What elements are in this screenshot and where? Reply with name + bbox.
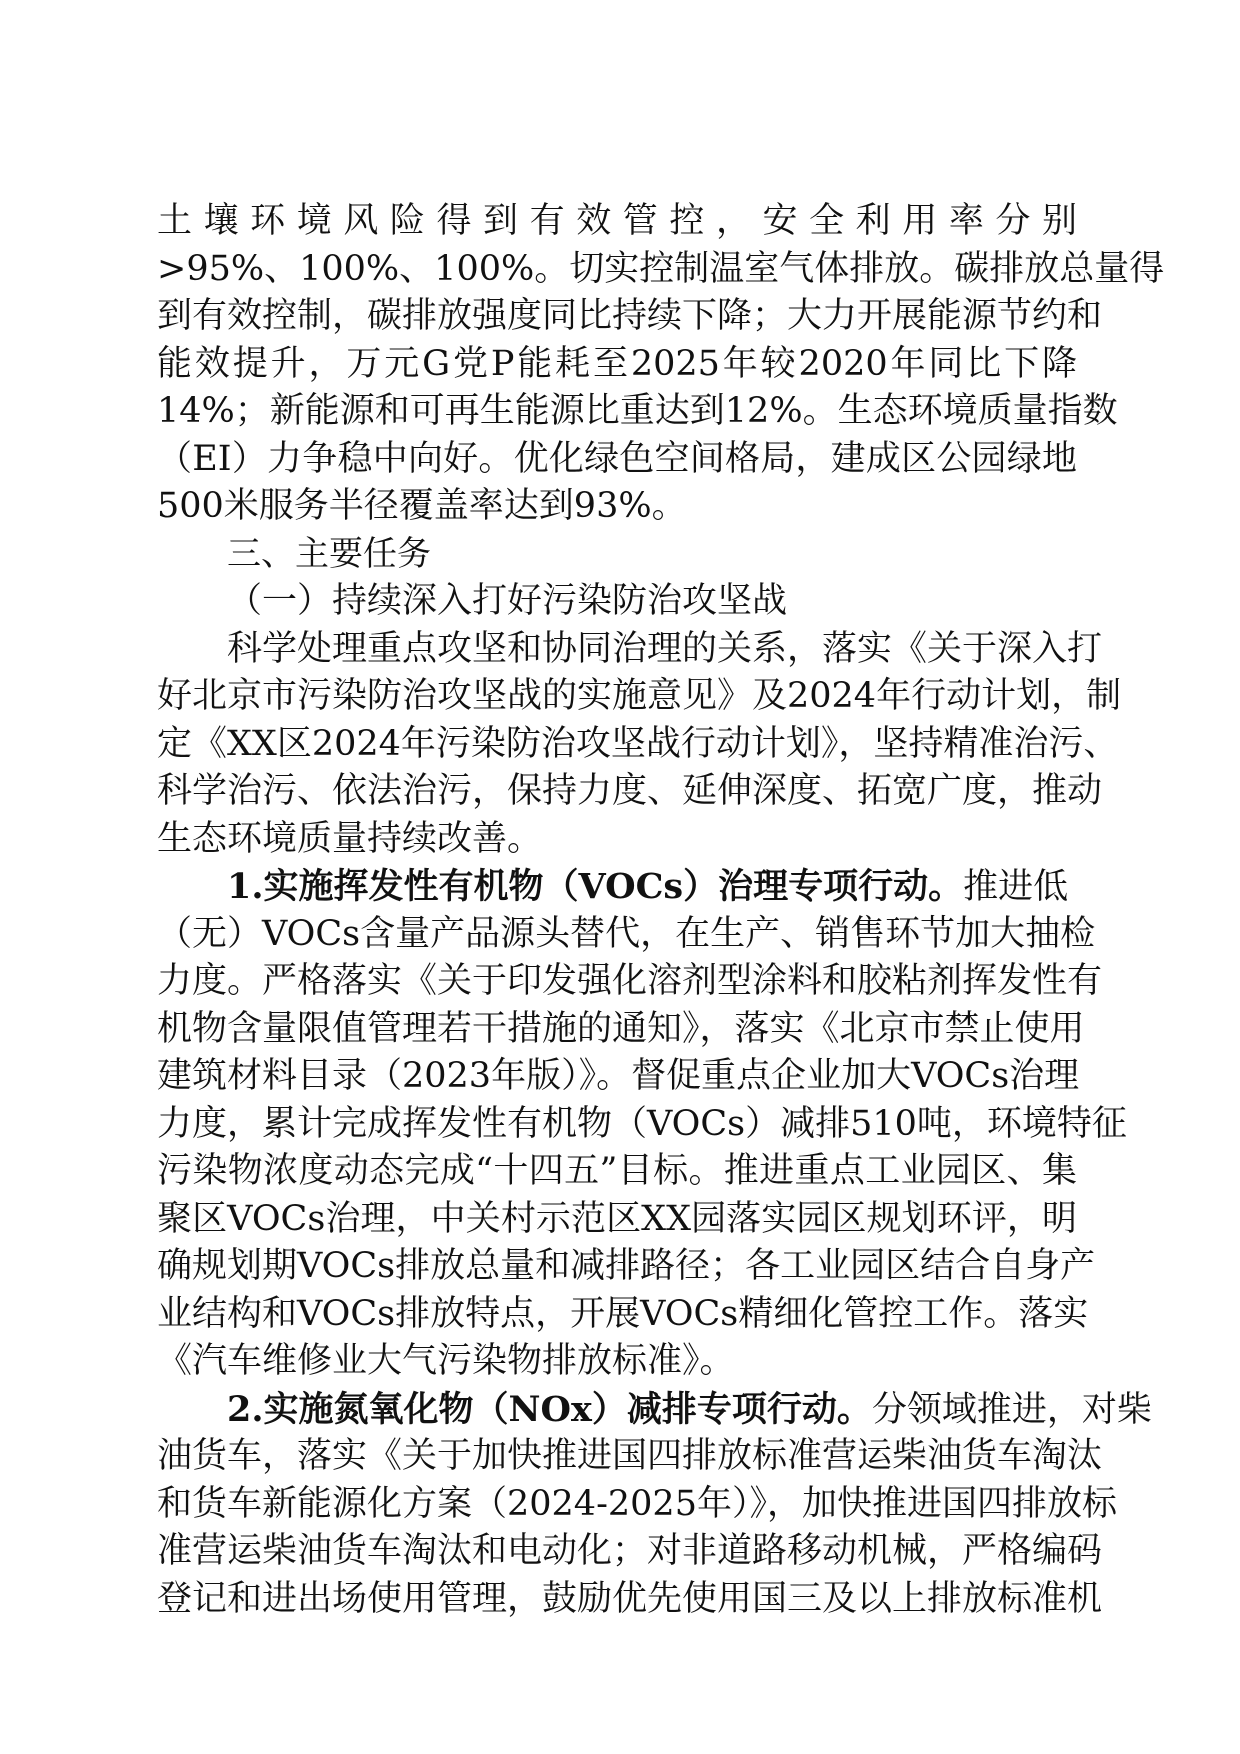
text-line: （无）VOCs含量产品源头替代，在生产、销售环节加大抽检 [157, 913, 1096, 954]
subsection-heading: （一）持续深入打好污染防治攻坚战 [227, 581, 788, 621]
text-line: 定《XX区2024年污染防治攻坚战行动计划》，坚持精准治污、 [157, 723, 1119, 764]
text-line: 生态环境质量持续改善。 [157, 818, 543, 859]
section-heading: 三、主要任务 [227, 533, 431, 574]
text-line: 业结构和VOCs排放特点，开展VOCs精细化管控工作。落实 [157, 1293, 1089, 1334]
text-line: >95%、100%、100%。切实控制温室气体排放。碳排放总量得 [157, 248, 1165, 289]
text-line: 污染物浓度动态完成“十四五”目标。推进重点工业园区、集 [157, 1151, 1077, 1191]
text-line: 能效提升，万元G党P能耗至2025年较2020年同比下降 [157, 343, 1077, 384]
text-line: 好北京市污染防治攻坚战的实施意见》及2024年行动计划，制 [157, 676, 1122, 716]
text-line: 科学处理重点攻坚和协同治理的关系，落实《关于深入打 [227, 628, 1103, 669]
text-line: （EI）力争稳中向好。优化绿色空间格局，建成区公园绿地 [157, 438, 1077, 479]
text-line: 力度，累计完成挥发性有机物（VOCs）减排510吨，环境特征 [157, 1103, 1127, 1144]
text-line [157, 1386, 1152, 1434]
text-line: 力度。严格落实《关于印发强化溶剂型涂料和胶粘剂挥发性有 [157, 961, 1103, 1001]
item-text: 推进低 [963, 867, 1069, 907]
text-line: 确规划期VOCs排放总量和减排路径；各工业园区结合自身产 [157, 1246, 1096, 1286]
text-line: 《汽车维修业大气污染物排放标准》。 [157, 1341, 735, 1381]
text-line: 500米服务半径覆盖率达到93%。 [157, 486, 687, 526]
text-line: 准营运柴油货车淘汰和电动化；对非道路移动机械，严格编码 [157, 1531, 1103, 1571]
text-line: 到有效控制，碳排放强度同比持续下降；大力开展能源节约和 [157, 296, 1103, 336]
text-line: 科学治污、依法治污，保持力度、延伸深度、拓宽广度，推动 [157, 771, 1103, 811]
item-text: 分领域推进，对柴 [871, 1389, 1152, 1430]
text-line: 建筑材料目录（2023年版）》。督促重点企业加大VOCs治理 [157, 1056, 1080, 1096]
text-line [157, 863, 1077, 911]
text-line: 聚区VOCs治理，中关村示范区XX园落实园区规划环评，明 [157, 1198, 1077, 1239]
item-title: 2.实施氮氧化物（NOx）减排专项行动。 [227, 1388, 872, 1430]
text-line: 登记和进出场使用管理，鼓励优先使用国三及以上排放标准机 [157, 1578, 1103, 1619]
text-line: 14%；新能源和可再生能源比重达到12%。生态环境质量指数 [157, 391, 1118, 431]
text-line: 机物含量限值管理若干措施的通知》，落实《北京市禁止使用 [157, 1008, 1085, 1049]
text-line: 土壤环境风险得到有效管控，安全利用率分别 [157, 201, 1077, 241]
item-title: 1.实施挥发性有机物（VOCs）治理专项行动。 [227, 866, 964, 907]
text-line: 油货车，落实《关于加快推进国四排放标准营运柴油货车淘汰 [157, 1436, 1103, 1476]
text-line: 和货车新能源化方案（2024-2025年）》，加快推进国四排放标 [157, 1483, 1117, 1524]
document-page [157, 198, 1165, 1623]
